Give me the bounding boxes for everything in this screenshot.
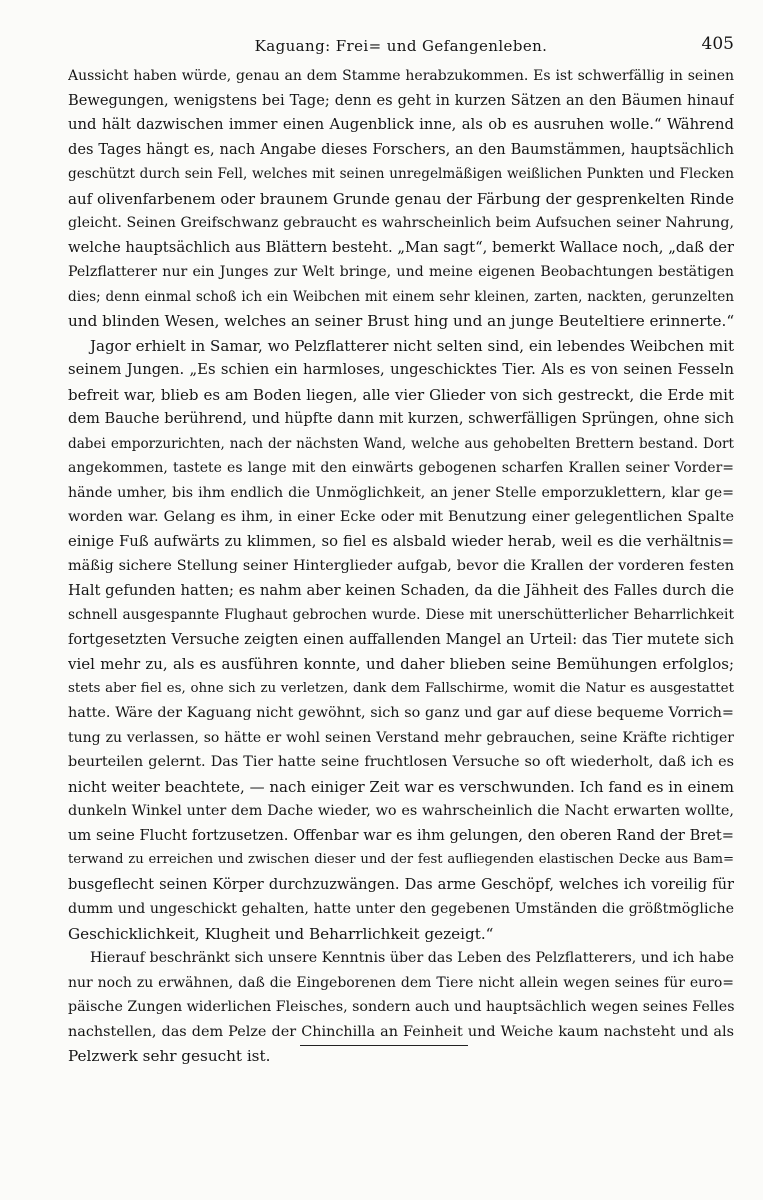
text-line: dabei emporzurichten, nach der nächsten Wand, welche aus gehobelten Brettern bestand. Dort	[68, 435, 734, 452]
text-line: fortgesetzten Versuche zeigten einen auffallenden Mangel an Urteil: das Tier mutete sich	[68, 630, 734, 648]
text-line: Jagor erhielt in Samar, wo Pelzflatterer nicht selten sind, ein lebendes Weibchen mit	[90, 336, 734, 355]
text-line: des Tages hängt es, nach Angabe dieses Forschers, an den Baumstämmen, hauptsächlich	[68, 140, 734, 158]
text-line: Bewegungen, wenigstens bei Tage; denn es geht in kurzen Sätzen an den Bäumen hinauf	[68, 91, 734, 109]
text-line: gleicht. Seinen Greifschwanz gebraucht es wahrscheinlich beim Aufsuchen seiner Nahrung,	[68, 215, 734, 231]
running-title: Kaguang: Frei= und Gefangenleben.	[254, 37, 548, 55]
paragraph	[68, 946, 734, 1069]
text-line: Pelzwerk sehr gesucht ist.	[68, 1047, 271, 1065]
text-line: nicht weiter beachtete, — nach einiger Zeit war es verschwunden. Ich fand es in einem	[68, 777, 734, 796]
text-line: terwand zu erreichen und zwischen dieser und der fest aufliegenden elastischen Decke aus Bam=	[68, 852, 734, 867]
text-line: befreit war, blieb es am Boden liegen, alle vier Glieder von sich gestreckt, die Erde mit	[68, 385, 734, 404]
text-line: welche hauptsächlich aus Blättern besteht. „Man sagt“, bemerkt Wallace noch, „daß der	[68, 238, 734, 256]
text-line: einige Fuß aufwärts zu klimmen, so fiel es alsbald wieder herab, weil es die verhältnis=	[68, 532, 734, 550]
body-text	[68, 64, 734, 1069]
text-line: tung zu verlassen, so hätte er wohl seinen Verstand mehr gebrauchen, seine Kräfte richtiger	[68, 729, 734, 746]
text-line: busgeflecht seinen Körper durchzuzwängen. Das arme Geschöpf, welches ich voreilig für	[68, 875, 734, 893]
text-line: stets aber fiel es, ohne sich zu verletzen, dank dem Fallschirme, womit die Natur es ausgestattet	[68, 680, 734, 696]
paragraph	[68, 334, 734, 947]
text-line: seinem Jungen. „Es schien ein harmloses, ungeschicktes Tier. Als es von seinen Fesseln	[68, 361, 734, 378]
section-end-rule	[300, 1045, 468, 1046]
text-line: dies; denn einmal schoß ich ein Weibchen mit einem sehr kleinen, zarten, nackten, gerunzelten	[68, 288, 734, 305]
text-line: päische Zungen widerlichen Fleisches, sondern auch und hauptsächlich wegen seines Felles	[68, 999, 734, 1015]
text-line: auf olivenfarbenem oder braunem Grunde genau der Färbung der gesprenkelten Rinde	[68, 189, 734, 208]
text-line: hände umher, bis ihm endlich die Unmöglichkeit, an jener Stelle emporzuklettern, klar ge=	[68, 484, 734, 501]
text-line: geschützt durch sein Fell, welches mit seinen unregelmäßigen weißlichen Punkten und Flecken	[68, 166, 734, 182]
text-line: dumm und ungeschickt gehalten, hatte unter den gegebenen Umständen die größtmögliche	[68, 901, 734, 917]
text-line: nur noch zu erwähnen, daß die Eingeborenen dem Tiere nicht allein wegen seines für euro=	[68, 974, 734, 991]
text-line: Aussicht haben würde, genau an dem Stamme herabzukommen. Es ist schwerfällig in seinen	[68, 68, 734, 84]
text-line: worden war. Gelang es ihm, in einer Ecke oder mit Benutzung einer gelegentlichen Spalte	[68, 509, 734, 525]
page-number: 405	[701, 34, 734, 54]
running-head	[68, 34, 734, 60]
text-line: hatte. Wäre der Kaguang nicht gewöhnt, sich so ganz und gar auf diese bequeme Vorrich=	[68, 705, 734, 721]
text-line: viel mehr zu, als es ausführen konnte, und daher blieben seine Bemühungen erfolglos;	[68, 655, 734, 673]
text-line: und hält dazwischen immer einen Augenblick inne, als ob es ausruhen wolle.“ Während	[68, 116, 734, 133]
text-line: schnell ausgespannte Flughaut gebrochen wurde. Diese mit unerschütterlicher Beharrlichkeit	[68, 607, 734, 623]
text-line: und blinden Wesen, welches an seiner Brust hing und an junge Beuteltiere erinnerte.“	[68, 312, 734, 330]
paragraph	[68, 64, 734, 334]
text-line: um seine Flucht fortzusetzen. Offenbar war es ihm gelungen, den oberen Rand der Bret=	[68, 826, 734, 844]
text-line: Geschicklichkeit, Klugheit und Beharrlichkeit gezeigt.“	[68, 924, 494, 943]
text-line: Halt gefunden hatten; es nahm aber keinen Schaden, da die Jähheit des Falles durch die	[68, 581, 734, 599]
text-line: mäßig sichere Stellung seiner Hinterglieder aufgab, bevor die Krallen der vorderen festen	[68, 558, 734, 574]
text-line: dem Bauche berührend, und hüpfte dann mit kurzen, schwerfälligen Sprüngen, ohne sich	[68, 410, 734, 427]
text-line: nachstellen, das dem Pelze der Chinchilla an Feinheit und Weiche kaum nachsteht und als	[68, 1023, 734, 1040]
text-line: beurteilen gelernt. Das Tier hatte seine fruchtlosen Versuche so oft wiederholt, daß ich es	[68, 754, 734, 770]
text-line: Hierauf beschränkt sich unsere Kenntnis über das Leben des Pelzflatterers, und ich habe	[90, 950, 734, 966]
text-line: dunkeln Winkel unter dem Dache wieder, wo es wahrscheinlich die Nacht erwarten wollte,	[68, 803, 734, 819]
text-line: angekommen, tastete es lange mit den einwärts gebogenen scharfen Krallen seiner Vorder=	[68, 460, 734, 476]
text-line: Pelzflatterer nur ein Junges zur Welt bringe, und meine eigenen Beobachtungen bestätigen	[68, 264, 734, 280]
